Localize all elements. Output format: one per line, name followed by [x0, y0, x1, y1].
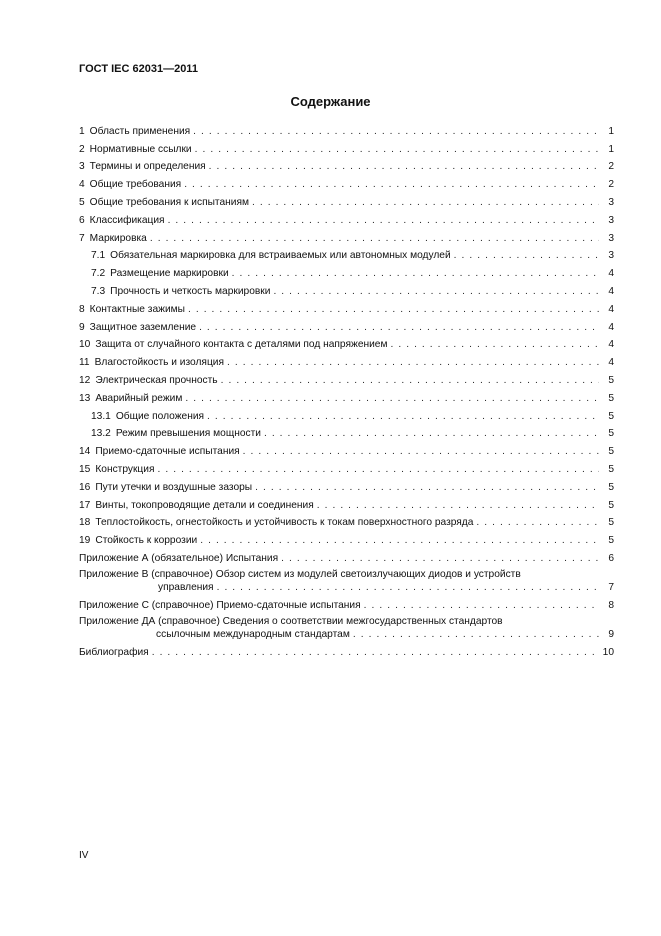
- toc-page: 5: [608, 374, 614, 386]
- toc-text-line1: Приложение В (справочное) Обзор систем из модулей светоизлучающих диодов и устройств: [79, 568, 521, 580]
- toc-leader: [454, 250, 599, 262]
- toc-entry[interactable]: [79, 209, 614, 227]
- toc-text: Аварийный режим: [95, 392, 183, 404]
- toc-leader: [195, 144, 599, 156]
- toc-leader: [364, 600, 599, 612]
- toc-page: 4: [608, 268, 614, 280]
- toc-text-line2: ссылочным международным стандартам: [156, 628, 350, 640]
- toc-text: Режим превышения мощности: [115, 428, 261, 440]
- toc-page: 5: [608, 517, 614, 529]
- toc-page: 5: [608, 535, 614, 547]
- document-header: ГОСТ IEC 62031—2011: [79, 63, 198, 75]
- toc-entry[interactable]: [79, 280, 614, 298]
- toc-text: Пути утечки и воздушные зазоры: [95, 481, 253, 493]
- toc-entry[interactable]: [79, 494, 614, 512]
- toc-number: 5: [79, 196, 85, 208]
- toc-page: 5: [608, 428, 614, 440]
- toc-number: 14: [79, 446, 91, 458]
- toc-number: 17: [79, 499, 91, 511]
- toc-entry[interactable]: [79, 262, 614, 280]
- toc-page: 5: [608, 463, 614, 475]
- toc-entry[interactable]: [79, 245, 614, 263]
- toc-leader: [227, 357, 599, 369]
- toc-number: 7.1: [91, 250, 106, 262]
- toc-entry[interactable]: [79, 334, 614, 352]
- toc-leader: [209, 161, 599, 173]
- toc-leader: [168, 215, 599, 227]
- toc-number: 2: [79, 143, 85, 155]
- toc-leader: [157, 464, 599, 476]
- toc-number: 11: [79, 357, 90, 369]
- toc-page: 2: [608, 179, 614, 191]
- toc-entry[interactable]: [79, 529, 614, 547]
- toc-leader: [188, 304, 599, 316]
- toc-number: 4: [79, 179, 85, 191]
- toc-text: Область применения: [89, 125, 191, 137]
- toc-entry[interactable]: [79, 351, 614, 369]
- toc-appendix-b[interactable]: [79, 565, 614, 594]
- toc-page: 5: [608, 410, 614, 422]
- toc-entry[interactable]: [79, 369, 614, 387]
- toc-entry[interactable]: [79, 405, 614, 423]
- toc-number: 13.1: [91, 410, 111, 422]
- toc-text: Стойкость к коррозии: [95, 535, 198, 547]
- toc-number: 8: [79, 303, 85, 315]
- toc-page: 5: [608, 392, 614, 404]
- toc-number: 3: [79, 161, 85, 173]
- toc-text: Приемо-сдаточные испытания: [95, 446, 240, 458]
- toc-text: Прочность и четкость маркировки: [110, 285, 271, 297]
- toc-text: Маркировка: [89, 232, 147, 244]
- toc-appendix-a[interactable]: [79, 547, 614, 565]
- toc-leader: [152, 647, 599, 659]
- toc-leader: [184, 179, 599, 191]
- toc-leader: [150, 233, 599, 245]
- toc-text: Общие положения: [115, 410, 205, 422]
- toc-page: 3: [608, 196, 614, 208]
- toc-leader: [281, 553, 599, 565]
- toc-leader: [252, 197, 599, 209]
- toc-text: Электрическая прочность: [95, 374, 218, 386]
- toc-text: Термины и определения: [89, 161, 206, 173]
- toc-number: 7.2: [91, 268, 106, 280]
- toc-page: 10: [602, 646, 614, 658]
- toc-text: Общие требования к испытаниям: [89, 196, 249, 208]
- toc-text: Нормативные ссылки: [89, 143, 192, 155]
- toc-text: Контактные зажимы: [89, 303, 185, 315]
- toc-entry[interactable]: [79, 476, 614, 494]
- toc-bibliography[interactable]: [79, 641, 614, 659]
- toc-page: 1: [608, 125, 614, 137]
- toc-number: 16: [79, 481, 91, 493]
- toc-page: 3: [608, 214, 614, 226]
- toc-entry[interactable]: [79, 512, 614, 530]
- toc-text: Защитное заземление: [89, 321, 197, 333]
- toc-text: Теплостойкость, огнестойкость и устойчивость к токам поверхностного разряда: [95, 517, 474, 529]
- toc-entry[interactable]: [79, 316, 614, 334]
- toc-leader: [273, 286, 599, 298]
- toc-page: 5: [608, 499, 614, 511]
- toc-number: 13.2: [91, 428, 111, 440]
- toc-number: 19: [79, 535, 91, 547]
- page-number: IV: [79, 850, 89, 861]
- toc-entry[interactable]: [79, 298, 614, 316]
- toc-text: Обязательная маркировка для встраиваемых или автономных модулей: [110, 250, 451, 262]
- toc-text: Библиография: [79, 646, 149, 658]
- toc-text-line1: Приложение ДА (справочное) Сведения о соответствии межгосударственных стандартов: [79, 615, 503, 627]
- toc-entry[interactable]: [79, 138, 614, 156]
- toc-page: 4: [608, 357, 614, 369]
- toc-number: 13: [79, 392, 91, 404]
- toc-leader: [264, 428, 599, 440]
- toc-number: 15: [79, 463, 91, 475]
- toc-text: Приложение А (обязательное) Испытания: [79, 552, 279, 564]
- toc-page: 1: [608, 143, 614, 155]
- toc-leader: [221, 375, 599, 387]
- toc-number: 1: [79, 125, 85, 137]
- toc-entry[interactable]: [79, 458, 614, 476]
- toc-leader: [243, 446, 599, 458]
- toc-page: 3: [608, 250, 614, 262]
- toc-entry[interactable]: [79, 423, 614, 441]
- toc-text: Влагостойкость и изоляция: [94, 357, 224, 369]
- toc-text: Общие требования: [89, 179, 182, 191]
- toc-appendix-da[interactable]: [79, 612, 614, 641]
- toc-text: Конструкция: [95, 463, 155, 475]
- toc-number: 7: [79, 232, 85, 244]
- toc-number: 18: [79, 517, 91, 529]
- toc-leader: [193, 126, 599, 138]
- toc-number: 10: [79, 339, 91, 351]
- toc-entry[interactable]: [79, 173, 614, 191]
- toc-page: 2: [608, 161, 614, 173]
- toc-appendix-c[interactable]: [79, 594, 614, 612]
- toc-entry[interactable]: [79, 191, 614, 209]
- toc-page: 5: [608, 446, 614, 458]
- toc-text: Защита от случайного контакта с деталями под напряжением: [95, 339, 388, 351]
- toc-page: 5: [608, 481, 614, 493]
- toc-entry[interactable]: [79, 387, 614, 405]
- toc-text: Размещение маркировки: [110, 268, 229, 280]
- toc-page: 7: [608, 581, 614, 593]
- toc-page: 4: [608, 303, 614, 315]
- toc-page: 9: [608, 628, 614, 640]
- toc-text: Винты, токопроводящие детали и соединения: [95, 499, 314, 511]
- toc-page: 4: [608, 285, 614, 297]
- toc-leader: [232, 268, 599, 280]
- toc-entry[interactable]: [79, 227, 614, 245]
- toc-text: Приложение С (справочное) Приемо-сдаточные испытания: [79, 599, 361, 611]
- toc-page: 3: [608, 232, 614, 244]
- toc-number: 12: [79, 374, 91, 386]
- toc-text-line2: управления: [158, 581, 214, 593]
- toc-number: 9: [79, 321, 85, 333]
- toc-text: Классификация: [89, 214, 165, 226]
- toc-entry[interactable]: [79, 156, 614, 174]
- toc-page: 8: [608, 599, 614, 611]
- toc-leader: [476, 517, 599, 529]
- toc-leader: [200, 535, 599, 547]
- toc-leader: [255, 482, 599, 494]
- toc-page: 6: [608, 552, 614, 564]
- toc-leader: [390, 339, 599, 351]
- table-of-contents: [79, 120, 614, 659]
- toc-page: 4: [608, 321, 614, 333]
- toc-entry[interactable]: [79, 120, 614, 138]
- toc-entry[interactable]: [79, 440, 614, 458]
- toc-number: 7.3: [91, 285, 106, 297]
- toc-leader: [199, 322, 599, 334]
- toc-page: 4: [608, 339, 614, 351]
- toc-leader: [317, 500, 599, 512]
- toc-leader: [353, 629, 599, 641]
- toc-number: 6: [79, 214, 85, 226]
- toc-leader: [185, 393, 599, 405]
- toc-leader: [217, 582, 599, 594]
- page-title: Содержание: [290, 94, 371, 109]
- toc-leader: [207, 411, 599, 423]
